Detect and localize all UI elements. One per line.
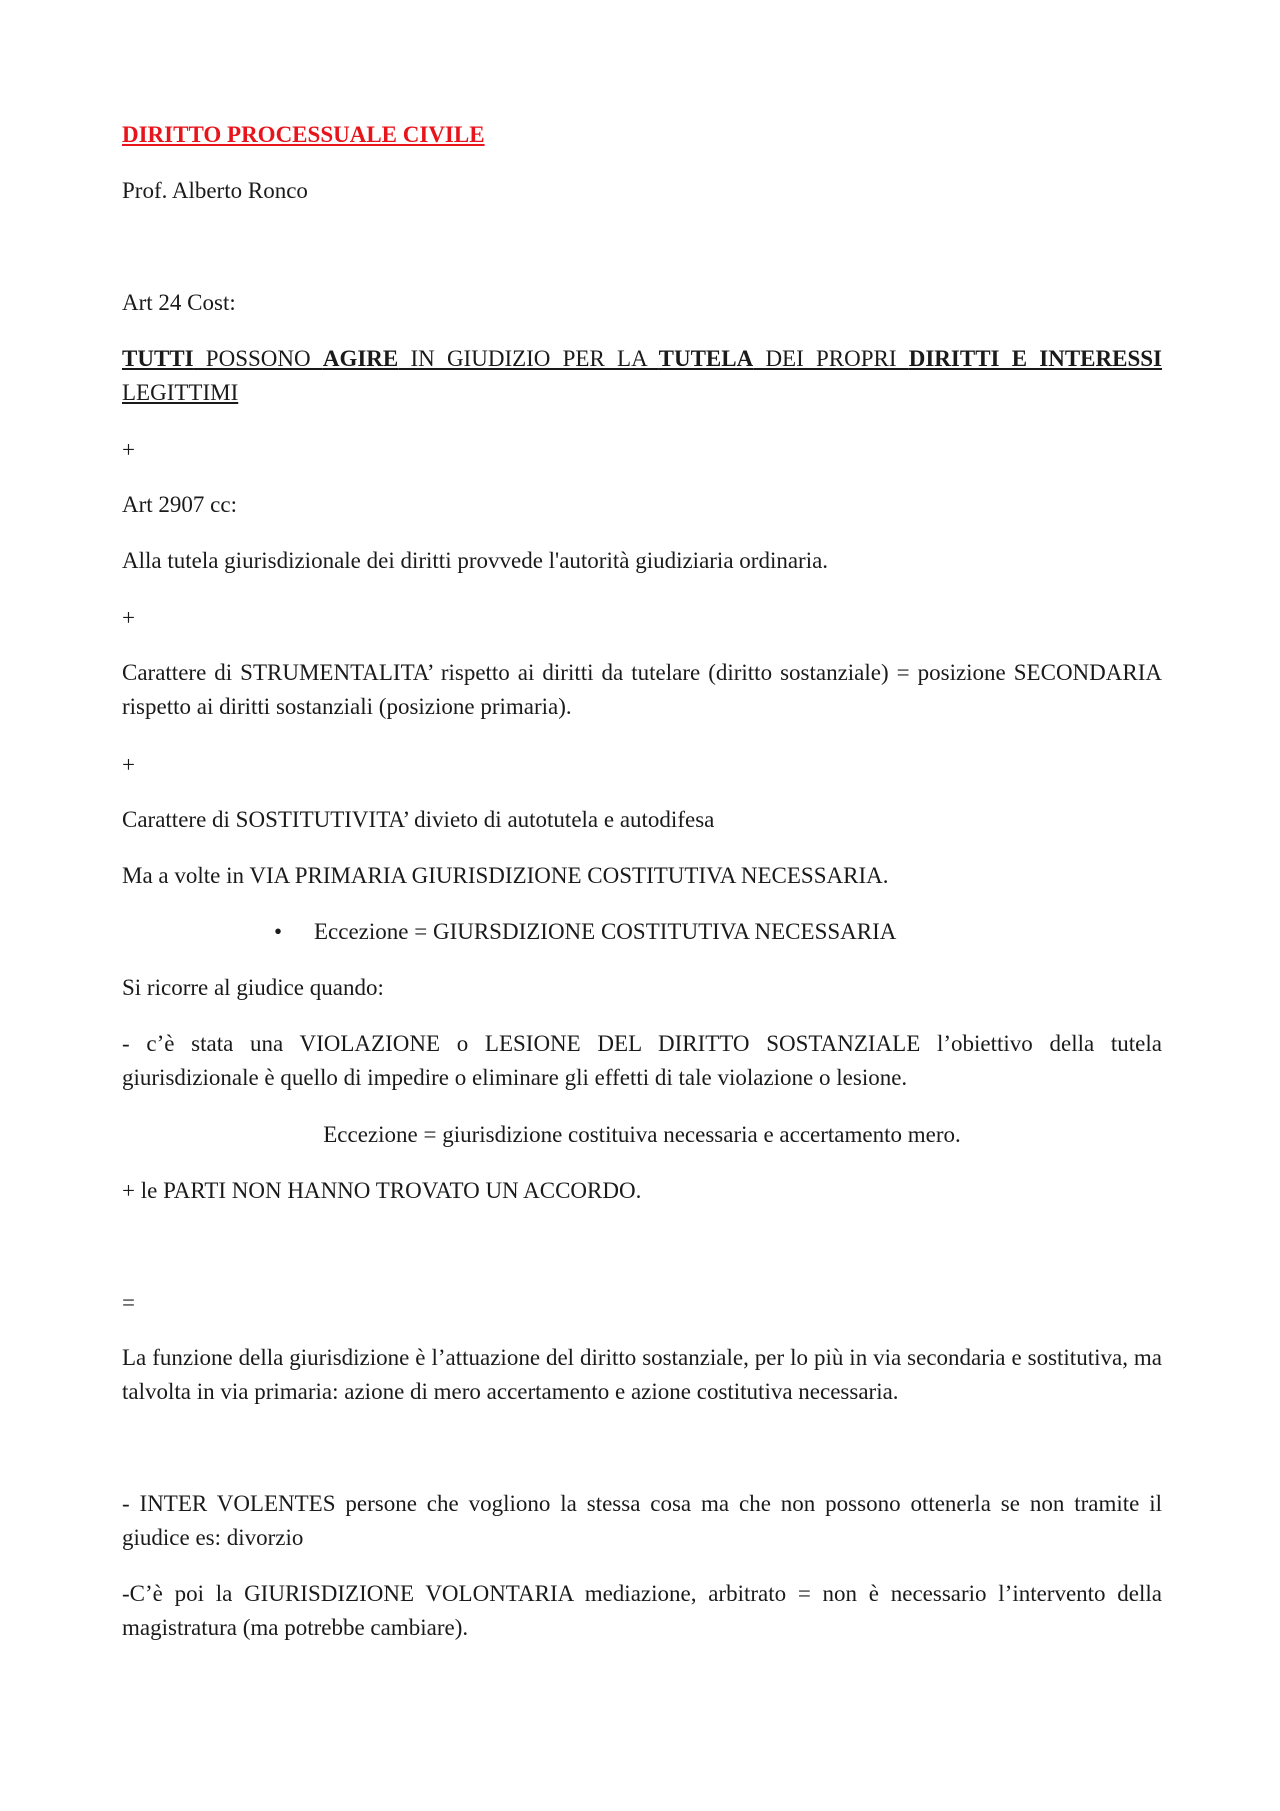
via-primaria-paragraph: Ma a volte in VIA PRIMARIA GIURISDIZIONE COSTITUTIVA NECESSARIA.: [122, 863, 889, 888]
volontaria-paragraph: -C’è poi la GIURISDIZIONE VOLONTARIA mediazione, arbitrato = non è necessario l’intervento della magistratura (ma potrebbe cambiare).: [122, 1581, 1162, 1640]
plus-separator-1: +: [122, 437, 135, 462]
art24-word-diritti-interessi: DIRITTI E INTERESSI: [908, 346, 1162, 371]
funzione-paragraph: La funzione della giurisdizione è l’attuazione del diritto sostanziale, per lo più in via secondaria e sostitutiva, ma talvolta in via primaria: azione di mero accertamento e azione costitutiva necessaria.: [122, 1345, 1162, 1404]
professor-name: Prof. Alberto Ronco: [122, 178, 308, 203]
art24-word-in-giudizio: IN GIUDIZIO PER LA: [398, 346, 659, 371]
violazione-paragraph: - c’è stata una VIOLAZIONE o LESIONE DEL DIRITTO SOSTANZIALE l’obiettivo della tutela giurisdizionale è quello di impedire o eliminare gli effetti di tale violazione o lesione.: [122, 1031, 1162, 1090]
bullet-icon: •: [274, 919, 283, 944]
art2907-heading: Art 2907 cc:: [122, 492, 237, 517]
document-title: DIRITTO PROCESSUALE CIVILE: [122, 122, 485, 147]
art24-word-tutti: TUTTI: [122, 346, 194, 371]
sostitutivita-paragraph: Carattere di SOSTITUTIVITA’ divieto di autotutela e autodifesa: [122, 807, 715, 832]
art24-text: [122, 342, 1162, 410]
bullet-item-text: Eccezione = GIURSDIZIONE COSTITUTIVA NECESSARIA: [314, 919, 897, 944]
art24-word-legittimi: LEGITTIMI: [122, 380, 239, 405]
plus-separator-2: +: [122, 605, 135, 630]
plus-separator-3: +: [122, 752, 135, 777]
art24-word-agire: AGIRE: [322, 346, 399, 371]
bullet-list-item: [122, 915, 896, 949]
parti-paragraph: + le PARTI NON HANNO TROVATO UN ACCORDO.: [122, 1178, 642, 1203]
si-ricorre-paragraph: Si ricorre al giudice quando:: [122, 975, 384, 1000]
art24-word-tutela: TUTELA: [658, 346, 754, 371]
inter-volentes-paragraph: - INTER VOLENTES persone che vogliono la stessa cosa ma che non possono ottenerla se non tramite il giudice es: divorzio: [122, 1491, 1162, 1550]
art24-heading: Art 24 Cost:: [122, 290, 236, 315]
art24-word-possono: POSSONO: [193, 346, 323, 371]
art24-word-dei-propri: DEI PROPRI: [753, 346, 909, 371]
equals-separator: =: [122, 1290, 135, 1315]
strumentalita-paragraph: Carattere di STRUMENTALITA’ rispetto ai diritti da tutelare (diritto sostanziale) = posizione SECONDARIA rispetto ai diritti sostanziali (posizione primaria).: [122, 660, 1162, 719]
eccezione-centered-paragraph: Eccezione = giurisdizione costituiva necessaria e accertamento mero.: [323, 1122, 961, 1147]
art2907-text: Alla tutela giurisdizionale dei diritti provvede l'autorità giudiziaria ordinaria.: [122, 548, 829, 573]
